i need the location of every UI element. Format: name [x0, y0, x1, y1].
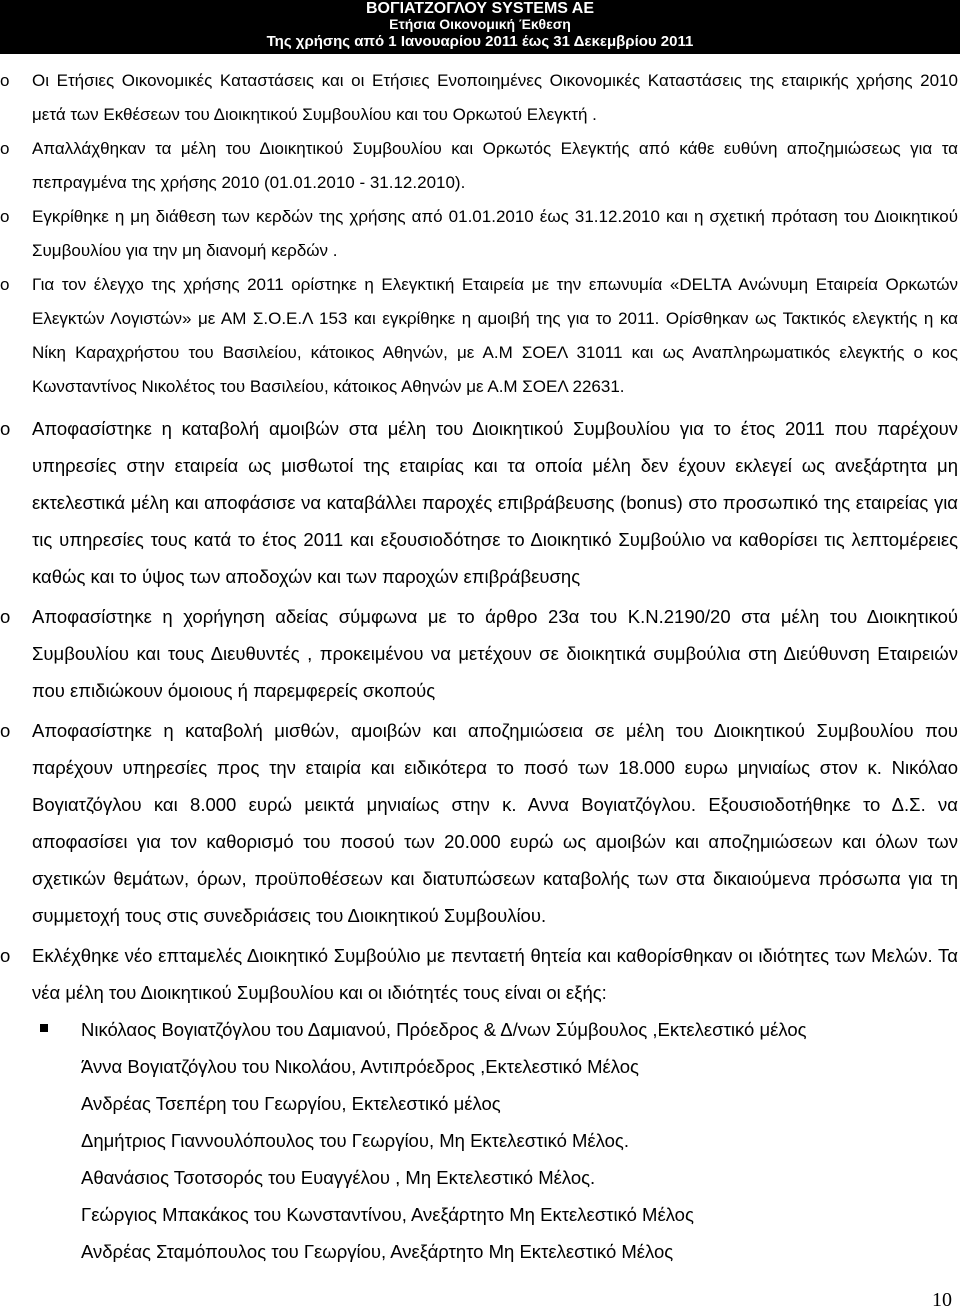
resolution-text: Απαλλάχθηκαν τα μέλη του Διοικητικού Συμβουλίου και Ορκωτός Ελεγκτής από κάθε ευθύνη αποζημιώσεως για τα πεπραγμένα της χρήσης 2010 (01.01.2010 - 31.12.2010).: [32, 139, 958, 192]
list-item: [0, 1085, 960, 1122]
bullet-icon: o: [0, 418, 11, 439]
resolution-item: [0, 132, 960, 200]
member-text: Αθανάσιος Τσοτσορός του Ευαγγέλου , Μη Εκτελεστικό Μέλος.: [81, 1167, 596, 1188]
bullet-icon: o: [0, 945, 11, 966]
page-number: 10: [932, 1289, 952, 1311]
list-item: [0, 1122, 960, 1159]
resolution-text: Εγκρίθηκε η μη διάθεση των κερδών της χρήσης από 01.01.2010 έως 31.12.2010 και η σχετική πρόταση του Διοικητικού Συμβουλίου για την μη διανομή κερδών .: [32, 207, 958, 260]
bullet-icon: o: [0, 720, 11, 741]
list-item: [0, 1159, 960, 1196]
bullet-icon: o: [0, 71, 10, 90]
member-text: Ανδρέας Τσεπέρη του Γεωργίου, Εκτελεστικό μέλος: [81, 1093, 501, 1114]
resolution-text: Αποφασίστηκε η καταβολή μισθών, αμοιβών και αποζημιώσεια σε μέλη του Διοικητικού Συμβουλίου που παρέχουν υπηρεσίες προς την εταιρία και ειδικότερα το ποσό των 18.000 ευρω μηνιαίως στον κ. Νικόλαο Βογιατζόγλου και 8.000 ευρώ μεικτά μηνιαίως στην κ. Αννα Βογιατζόγλου. Εξουσιοδοτήθηκε το Δ.Σ. να αποφασίσει για τον καθορισμό του ποσού των 20.000 ευρώ ως αμοιβών και αποζημιώσεων και όλων των σχετικών θεμάτων, όρων, προϋποθέσεων και διατυπώσεων καταβολής των στα δικαιούμενα πρόσωπα για τη συμμετοχή τους στις συνεδριάσεις του Διοικητικού Συμβουλίου.: [32, 720, 958, 926]
square-bullet-icon: [40, 1024, 48, 1032]
resolution-item: [0, 200, 960, 268]
member-text: Γεώργιος Μπακάκος του Κωνσταντίνου, Ανεξάρτητο Μη Εκτελεστικό Μέλος: [81, 1204, 694, 1225]
board-members-list: [0, 1011, 960, 1270]
member-text: Νικόλαος Βογιατζόγλου του Δαμιανού, Πρόεδρος & Δ/νων Σύμβουλος ,Εκτελεστικό μέλος: [81, 1019, 807, 1040]
report-title: Ετήσια Οικονομική Έκθεση: [389, 16, 571, 32]
member-text: Ανδρέας Σταμόπουλος του Γεωργίου, Ανεξάρτητο Μη Εκτελεστικό Μέλος: [81, 1241, 674, 1262]
resolution-text: Εκλέχθηκε νέο επταμελές Διοικητικό Συμβούλιο με πενταετή θητεία και καθορίσθηκαν οι ιδιότητες των Μελών. Τα νέα μέλη του Διοικητικού Συμβουλίου και οι ιδιότητές τους είναι οι εξής:: [32, 945, 958, 1003]
resolution-text: Οι Ετήσιες Οικονομικές Καταστάσεις και οι Ετήσιες Ενοποιημένες Οικονομικές Καταστάσεις της εταιρικής χρήσης 2010 μετά των Εκθέσεων του Διοικητικού Συμβουλίου και του Ορκωτού Ελεγκτή .: [32, 71, 958, 124]
document-body: [0, 64, 960, 1270]
resolution-item: [0, 937, 960, 1011]
member-text: Άννα Βογιατζόγλου του Νικολάου, Αντιπρόεδρος ,Εκτελεστικό Μέλος: [81, 1056, 639, 1077]
resolution-text: Αποφασίστηκε η χορήγηση αδείας σύμφωνα με το άρθρο 23α του Κ.Ν.2190/20 στα μέλη του Διοικητικού Συμβουλίου και τους Διευθυντές , προκειμένου να μετέχουν σε διοικητικά συμβούλια στη Διεύθυνση Εταιρειών που επιδιώκουν όμοιους ή παρεμφερείς σκοπούς: [32, 606, 958, 701]
bullet-icon: o: [0, 139, 10, 158]
resolution-item: [0, 64, 960, 132]
report-header: [0, 0, 960, 54]
resolution-text: Για τον έλεγχο της χρήσης 2011 ορίστηκε η Ελεγκτική Εταιρεία με την επωνυμία «DELTA Ανώνυμη Εταιρεία Ορκωτών Ελεγκτών Λογιστών» με ΑΜ Σ.Ο.Ε.Λ 153 και εγκρίθηκε η αμοιβή της για το 2011. Ορίσθηκαν ως Τακτικός ελεγκτής η κα Νίκη Καραχρήστου του Βασιλείου, κάτοικος Αθηνών, με Α.Μ ΣΟΕΛ 31011 και ως Αναπληρωματικός ελεγκτής ο κος Κωνσταντίνος Νικολέτος του Βασιλείου, κάτοικος Αθηνών με Α.Μ ΣΟΕΛ 22631.: [32, 275, 958, 396]
resolution-item: [0, 410, 960, 595]
resolution-item: [0, 712, 960, 934]
list-item: [0, 1048, 960, 1085]
bullet-icon: o: [0, 275, 10, 294]
resolution-item: [0, 598, 960, 709]
resolution-item: [0, 268, 960, 404]
resolution-text: Αποφασίστηκε η καταβολή αμοιβών στα μέλη του Διοικητικού Συμβουλίου για το έτος 2011 που παρέχουν υπηρεσίες στην εταιρεία ως μισθωτοί της εταιρίας και τα οποία μέλη δεν έχουν εκλεγεί ως ανεξάρτητα μη εκτελεστικά μέλη και αποφάσισε να καταβάλλει παροχές επιβράβευσης (bonus) στο προσωπικό της εταιρείας για τις υπηρεσίες τους κατά το έτος 2011 και εξουσιοδότησε το Διοικητικό Συμβούλιο να καθορίσει τις λεπτομέρειες καθώς και το ύψος των αποδοχών και των παροχών επιβράβευσης: [32, 418, 958, 587]
report-period: Της χρήσης από 1 Ιανουαρίου 2011 έως 31 Δεκεμβρίου 2011: [266, 33, 694, 50]
list-item: [0, 1196, 960, 1233]
bullet-icon: o: [0, 207, 10, 226]
bullet-icon: o: [0, 606, 11, 627]
company-name: ΒΟΓΙΑΤΖΟΓΛΟΥ SYSTEMS AE: [365, 0, 595, 17]
list-item: [0, 1233, 960, 1270]
member-text: Δημήτριος Γιαννουλόπουλος του Γεωργίου, Μη Εκτελεστικό Μέλος.: [81, 1130, 629, 1151]
list-item: [0, 1011, 960, 1048]
